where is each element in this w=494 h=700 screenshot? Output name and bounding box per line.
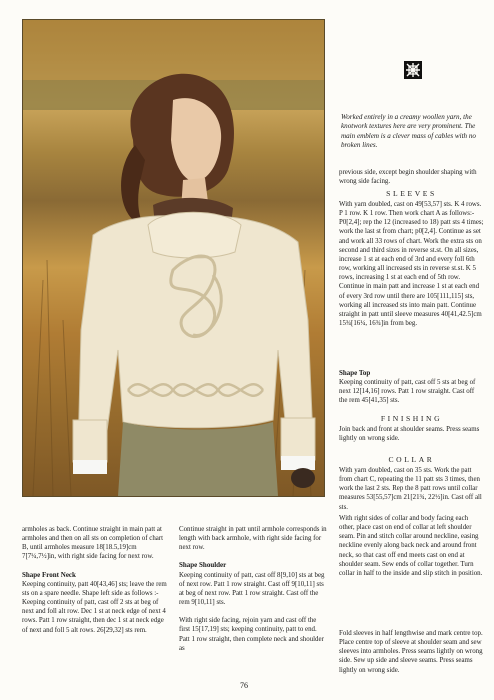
- left-text-1: armholes as back. Continue straight in main patt at armholes and then on all sts on completion of chart B, until armholes measure 18[18.5,19]cm 7[7¼,7½]in, with right side facing for next row.: [22, 526, 164, 561]
- right-column: [339, 168, 484, 186]
- knotwork-icon: [403, 60, 423, 80]
- sleeves-heading: SLEEVES: [386, 189, 437, 198]
- photo-caption: Worked entirely in a creamy woollen yarn, the knotwork textures here are very prominent. The main emblem is a clever mass of cables with no broken lines.: [341, 113, 476, 150]
- shape-front-neck-text: Keeping continuity, patt 40[43,46] sts; leave the rem sts on a spare needle. Shape left side as follows :- Keeping continuity of patt, cast off 2 sts at beg of next and foll alt row. Dec 1 st at neck edge of next 4 rows. Patt 1 row straight, then dec 1 st at neck edge of next and foll 5 alt rows. 26[29,32] sts rem.: [22, 580, 167, 634]
- shape-front-neck-heading: Shape Front Neck: [22, 570, 76, 579]
- shape-top-heading: Shape Top: [339, 369, 371, 377]
- finishing-heading: FINISHING: [380, 414, 443, 423]
- collar-text-1: With yarn doubled, cast on 35 sts. Work the patt from chart C, repeating the 11 patt sts 3 times, then work the last 2 sts. Rep the 8 patt rows until collar measures 53[55,57]cm 21[21¾, 22½]in. Cast off all sts.: [339, 467, 482, 511]
- middle-column: [179, 525, 327, 653]
- finishing-text: Join back and front at shoulder seams. Press seams lightly on wrong side.: [339, 426, 480, 443]
- shape-top-text: Keeping continuity of patt, cast off 5 sts at beg of next 12[14,16] rows. Patt 1 row straight. Cast off the rem 45[41,35] sts.: [339, 379, 476, 405]
- left-column: [22, 525, 170, 635]
- sleeves-text: With yarn doubled, cast on 49[53,57] sts. K 4 rows. P 1 row. K 1 row. Then work chart A as follows:- P0[2,4]; rep the 12 (increased to 18) patt sts 4 times; work the last st from chart; p0[2,4]. Continue as set and work all 33 rows of chart. Work the extra sts on second and third sizes in reverse st.st. On all sizes, increase 1 st at each end of 3rd and every foll 6th row, working all increased sts in reverse st.st. K 5 rows, increasing 1 st at each end of 5th row. Continue in main patt and increase 1 st at each end of every 3rd row until there are 105[111,115] sts, working all increased sts into main patt. Continue straight in patt until sleeve measures 40[41,42.5]cm 15¾[16¼, 16¾]in from beg.: [339, 201, 484, 328]
- model-photo: [22, 19, 325, 497]
- shape-shoulder-heading: Shape Shoulder: [179, 561, 227, 570]
- middle-text-1: Continue straight in patt until armhole corresponds in length with back armhole, with right side facing for next row.: [179, 526, 327, 552]
- collar-text-2: With right sides of collar and body facing each other, place cast on end of collar at left shoulder seam. Pin and stitch collar around neckline, easing neckline evenly along back neck and around front neck, so that cast off end meets cast on end at shoulder seam. Sew ends of collar together. Turn collar in half to the inside and slip stitch in position.: [339, 515, 483, 577]
- middle-text-2: With right side facing, rejoin yarn and cast off the first 15[17,19] sts; keeping continuity, patt to end. Patt 1 row straight, then complete neck and shoulder as: [179, 617, 324, 652]
- collar-heading: COLLAR: [388, 455, 435, 464]
- intro-text: previous side, except begin shoulder shaping with wrong side facing.: [339, 169, 477, 186]
- shape-shoulder-text: Keeping continuity of patt, cast off 8[9,10] sts at beg of next row. Patt 1 row straight. Cast off 9[10,11] sts at beg of next row. Patt 1 row straight. Cast off the rem 9[10,11] sts.: [179, 571, 325, 607]
- collar-text-3: Fold sleeves in half lengthwise and mark centre top. Place centre top of sleeve at shoulder seam and sew sleeves into armholes. Press seams lightly on wrong side. Sew up side and sleeve seams. Press seams lightly on wrong side.: [339, 630, 483, 674]
- page-number: 76: [240, 681, 248, 690]
